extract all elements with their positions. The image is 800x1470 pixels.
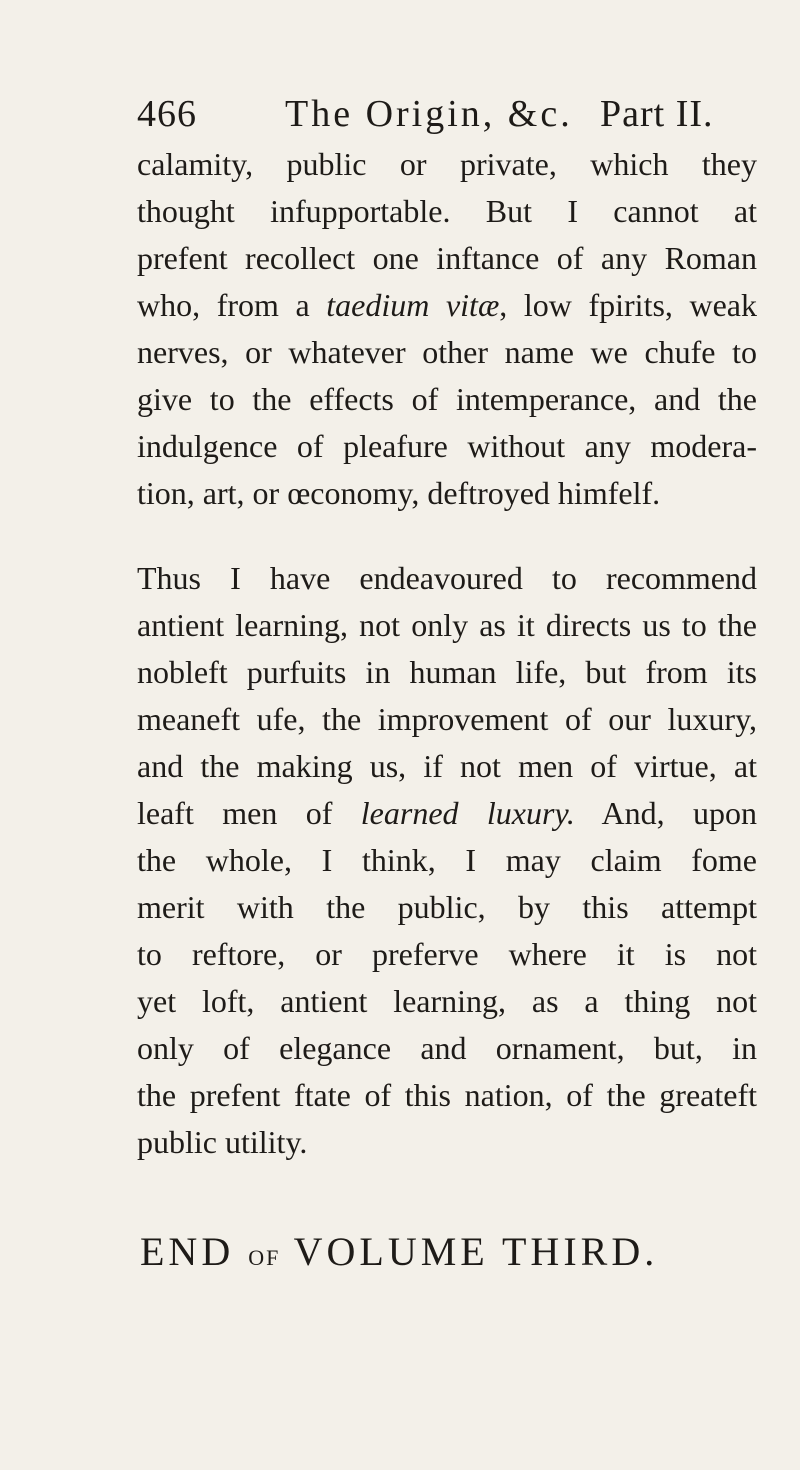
volume-words: VOLUME THIRD. [293,1229,659,1274]
text-line: nerves, or whatever other name we chufe to [137,334,757,370]
text-line: prefent recollect one inftance of any Roman [137,240,757,276]
running-header [137,92,787,142]
text-line: give to the effects of intemperance, and the [137,381,757,417]
text-segment: And, upon [574,795,758,831]
text-line [137,287,757,331]
text-line [137,795,757,839]
page-number: 466 [137,93,197,135]
italic-phrase: taedium vitæ [326,287,500,323]
end-word: END [140,1229,235,1274]
text-line: antient learning, not only as it directs us to the [137,607,757,643]
text-segment: who, from a [137,287,327,323]
text-line: nobleft purfuits in human life, but from its [137,654,757,690]
text-line: Thus I have endeavoured to recommend [137,560,757,596]
text-line: yet loft, antient learning, as a thing not [137,983,757,1019]
text-line: and the making us, if not men of virtue, at [137,748,757,784]
end-of-volume [140,1228,740,1275]
text-line: merit with the public, by this attempt [137,889,757,925]
text-line: tion, art, or œconomy, deftroyed himfelf. [137,475,661,511]
text-line: meaneft ufe, the improvement of our luxury, [137,701,757,737]
italic-phrase: learned luxury. [360,795,575,831]
text-line: the prefent ftate of this nation, of the greateft [137,1077,757,1113]
text-line: only of elegance and ornament, but, in [137,1030,757,1066]
text-line: calamity, public or private, which they [137,146,757,182]
running-title: The Origin, &c. [285,93,573,135]
text-segment: leaft men of [137,795,361,831]
text-line: thought infupportable. But I cannot at [137,193,757,229]
text-line: public utility. [137,1124,308,1160]
of-word: OF [248,1245,281,1270]
text-line: the whole, I think, I may claim fome [137,842,757,878]
text-line: to reftore, or preferve where it is not [137,936,757,972]
text-segment: , low fpirits, weak [499,287,758,323]
text-line: indulgence of pleafure without any modera- [137,428,757,464]
part-label: Part II. [600,93,714,135]
